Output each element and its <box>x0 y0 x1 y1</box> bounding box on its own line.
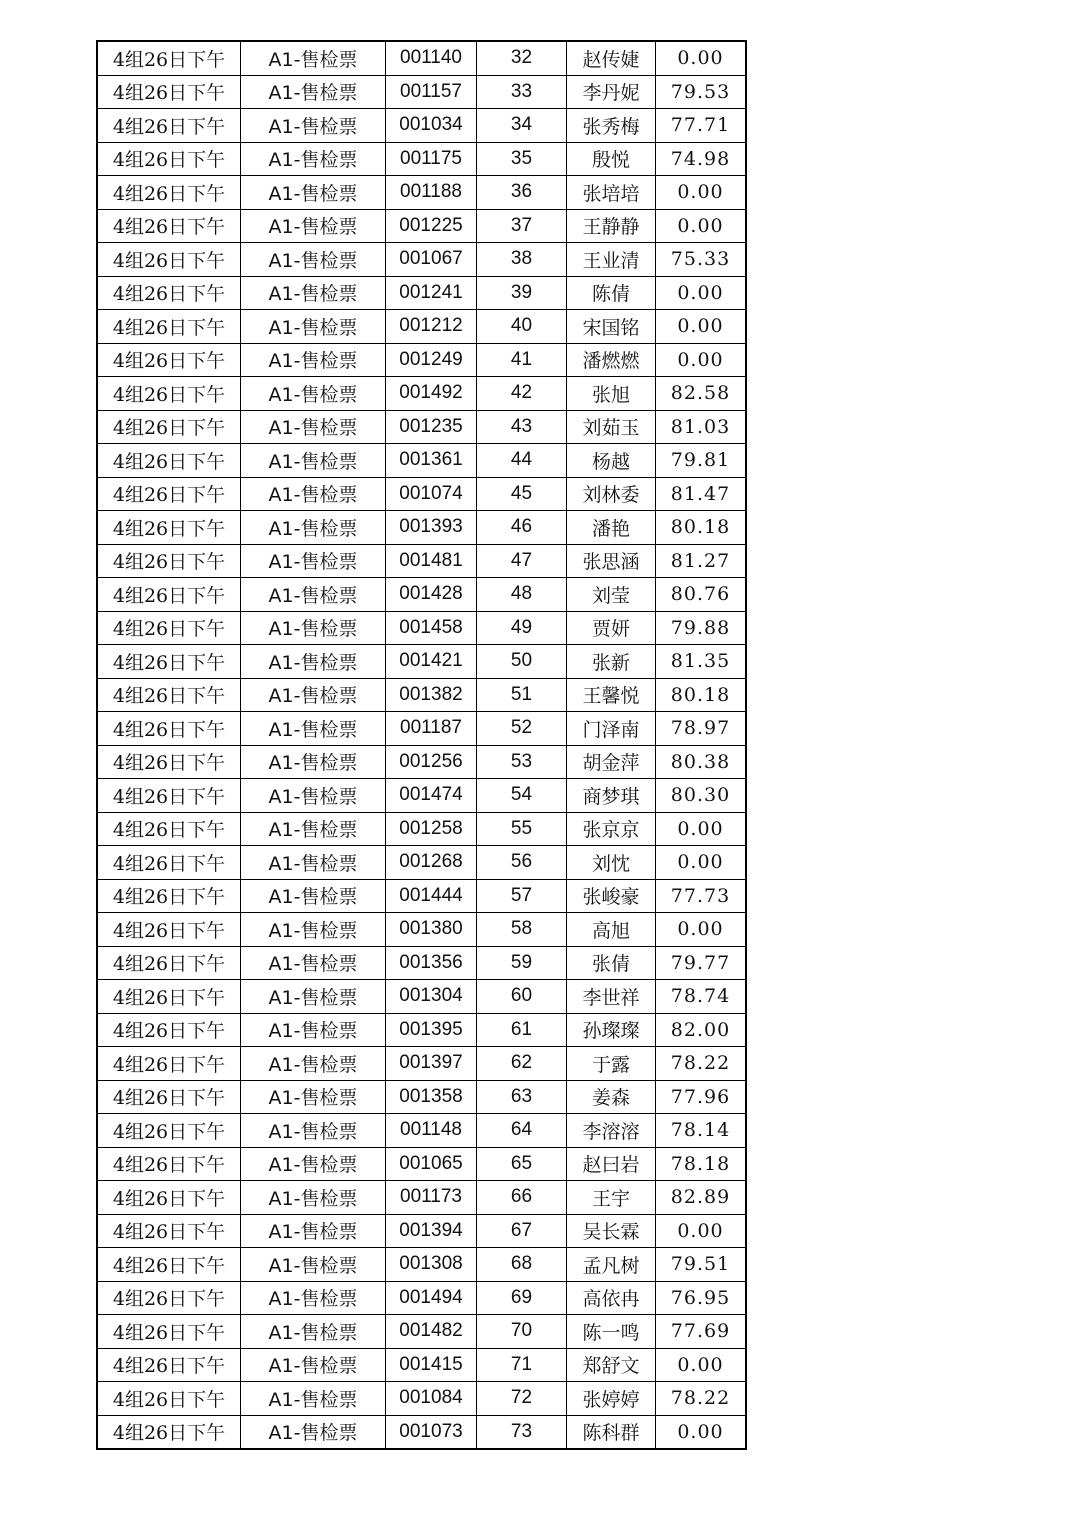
seat-number-cell: 73 <box>477 1415 567 1449</box>
table-row <box>97 243 746 277</box>
table-row <box>97 377 746 411</box>
candidate-name-cell: 王静静 <box>567 209 656 243</box>
group-cell: 4组26日下午 <box>97 712 241 746</box>
table-row <box>97 779 746 813</box>
candidate-id-cell: 001241 <box>386 276 477 310</box>
post-cell: A1-售检票 <box>241 142 386 176</box>
candidate-name-cell: 赵传婕 <box>567 41 656 75</box>
score-cell: 0.00 <box>656 276 747 310</box>
seat-number-cell: 45 <box>477 477 567 511</box>
candidate-name-cell: 张思涵 <box>567 544 656 578</box>
candidate-name-cell: 李世祥 <box>567 980 656 1014</box>
score-cell: 79.51 <box>656 1248 747 1282</box>
post-cell: A1-售检票 <box>241 1080 386 1114</box>
table-row <box>97 946 746 980</box>
seat-number-cell: 60 <box>477 980 567 1014</box>
score-cell: 80.30 <box>656 779 747 813</box>
seat-number-cell: 35 <box>477 142 567 176</box>
candidate-id-cell: 001073 <box>386 1415 477 1449</box>
score-cell: 78.14 <box>656 1114 747 1148</box>
group-cell: 4组26日下午 <box>97 1315 241 1349</box>
candidate-name-cell: 姜森 <box>567 1080 656 1114</box>
seat-number-cell: 64 <box>477 1114 567 1148</box>
seat-number-cell: 61 <box>477 1013 567 1047</box>
post-cell: A1-售检票 <box>241 444 386 478</box>
candidate-id-cell: 001492 <box>386 377 477 411</box>
table-row <box>97 410 746 444</box>
candidate-id-cell: 001084 <box>386 1382 477 1416</box>
score-cell: 80.38 <box>656 745 747 779</box>
post-cell: A1-售检票 <box>241 1047 386 1081</box>
post-cell: A1-售检票 <box>241 511 386 545</box>
score-cell: 77.73 <box>656 879 747 913</box>
table-row <box>97 1013 746 1047</box>
candidate-id-cell: 001380 <box>386 913 477 947</box>
seat-number-cell: 54 <box>477 779 567 813</box>
score-cell: 81.27 <box>656 544 747 578</box>
post-cell: A1-售检票 <box>241 745 386 779</box>
group-cell: 4组26日下午 <box>97 812 241 846</box>
candidate-id-cell: 001481 <box>386 544 477 578</box>
candidate-id-cell: 001258 <box>386 812 477 846</box>
candidate-name-cell: 刘茹玉 <box>567 410 656 444</box>
post-cell: A1-售检票 <box>241 410 386 444</box>
candidate-id-cell: 001444 <box>386 879 477 913</box>
candidate-name-cell: 刘忱 <box>567 846 656 880</box>
candidate-name-cell: 门泽南 <box>567 712 656 746</box>
candidate-id-cell: 001212 <box>386 310 477 344</box>
post-cell: A1-售检票 <box>241 477 386 511</box>
group-cell: 4组26日下午 <box>97 1147 241 1181</box>
table-row <box>97 209 746 243</box>
candidate-name-cell: 张新 <box>567 645 656 679</box>
group-cell: 4组26日下午 <box>97 1281 241 1315</box>
group-cell: 4组26日下午 <box>97 1382 241 1416</box>
group-cell: 4组26日下午 <box>97 1080 241 1114</box>
table-row <box>97 1147 746 1181</box>
candidate-name-cell: 高依冉 <box>567 1281 656 1315</box>
table-row <box>97 444 746 478</box>
candidate-id-cell: 001175 <box>386 142 477 176</box>
score-cell: 78.22 <box>656 1382 747 1416</box>
group-cell: 4组26日下午 <box>97 243 241 277</box>
group-cell: 4组26日下午 <box>97 410 241 444</box>
table-row <box>97 276 746 310</box>
seat-number-cell: 49 <box>477 611 567 645</box>
post-cell: A1-售检票 <box>241 645 386 679</box>
candidate-name-cell: 于露 <box>567 1047 656 1081</box>
seat-number-cell: 36 <box>477 176 567 210</box>
candidate-name-cell: 张倩 <box>567 946 656 980</box>
seat-number-cell: 51 <box>477 678 567 712</box>
group-cell: 4组26日下午 <box>97 645 241 679</box>
group-cell: 4组26日下午 <box>97 1415 241 1449</box>
candidate-name-cell: 张培培 <box>567 176 656 210</box>
candidate-name-cell: 郑舒文 <box>567 1348 656 1382</box>
score-cell: 79.77 <box>656 946 747 980</box>
seat-number-cell: 42 <box>477 377 567 411</box>
seat-number-cell: 70 <box>477 1315 567 1349</box>
post-cell: A1-售检票 <box>241 41 386 75</box>
candidate-id-cell: 001356 <box>386 946 477 980</box>
candidate-name-cell: 高旭 <box>567 913 656 947</box>
seat-number-cell: 57 <box>477 879 567 913</box>
score-cell: 0.00 <box>656 343 747 377</box>
post-cell: A1-售检票 <box>241 1114 386 1148</box>
post-cell: A1-售检票 <box>241 276 386 310</box>
candidate-id-cell: 001304 <box>386 980 477 1014</box>
group-cell: 4组26日下午 <box>97 209 241 243</box>
table-row <box>97 310 746 344</box>
group-cell: 4组26日下午 <box>97 879 241 913</box>
score-cell: 80.18 <box>656 511 747 545</box>
seat-number-cell: 52 <box>477 712 567 746</box>
score-cell: 79.53 <box>656 75 747 109</box>
table-row <box>97 1415 746 1449</box>
group-cell: 4组26日下午 <box>97 544 241 578</box>
candidate-id-cell: 001482 <box>386 1315 477 1349</box>
table-row <box>97 1080 746 1114</box>
candidate-id-cell: 001268 <box>386 846 477 880</box>
candidate-name-cell: 宋国铭 <box>567 310 656 344</box>
candidate-name-cell: 陈倩 <box>567 276 656 310</box>
score-cell: 0.00 <box>656 310 747 344</box>
group-cell: 4组26日下午 <box>97 41 241 75</box>
score-cell: 82.89 <box>656 1181 747 1215</box>
candidate-id-cell: 001173 <box>386 1181 477 1215</box>
seat-number-cell: 53 <box>477 745 567 779</box>
score-cell: 0.00 <box>656 812 747 846</box>
table-row <box>97 1214 746 1248</box>
table-row <box>97 343 746 377</box>
score-cell: 0.00 <box>656 846 747 880</box>
post-cell: A1-售检票 <box>241 846 386 880</box>
candidate-name-cell: 吴长霖 <box>567 1214 656 1248</box>
candidate-name-cell: 刘林委 <box>567 477 656 511</box>
post-cell: A1-售检票 <box>241 812 386 846</box>
candidate-id-cell: 001065 <box>386 1147 477 1181</box>
score-cell: 78.18 <box>656 1147 747 1181</box>
group-cell: 4组26日下午 <box>97 846 241 880</box>
candidate-name-cell: 商梦琪 <box>567 779 656 813</box>
seat-number-cell: 46 <box>477 511 567 545</box>
candidate-id-cell: 001382 <box>386 678 477 712</box>
candidate-id-cell: 001397 <box>386 1047 477 1081</box>
candidate-name-cell: 张秀梅 <box>567 109 656 143</box>
table-row <box>97 511 746 545</box>
candidate-id-cell: 001074 <box>386 477 477 511</box>
score-cell: 76.95 <box>656 1281 747 1315</box>
candidate-name-cell: 贾妍 <box>567 611 656 645</box>
group-cell: 4组26日下午 <box>97 678 241 712</box>
candidate-id-cell: 001428 <box>386 578 477 612</box>
candidate-name-cell: 潘燃燃 <box>567 343 656 377</box>
group-cell: 4组26日下午 <box>97 1114 241 1148</box>
post-cell: A1-售检票 <box>241 1013 386 1047</box>
post-cell: A1-售检票 <box>241 712 386 746</box>
seat-number-cell: 67 <box>477 1214 567 1248</box>
score-cell: 77.96 <box>656 1080 747 1114</box>
table-row <box>97 879 746 913</box>
candidate-id-cell: 001361 <box>386 444 477 478</box>
post-cell: A1-售检票 <box>241 1181 386 1215</box>
seat-number-cell: 63 <box>477 1080 567 1114</box>
post-cell: A1-售检票 <box>241 611 386 645</box>
score-cell: 0.00 <box>656 1348 747 1382</box>
score-cell: 81.35 <box>656 645 747 679</box>
group-cell: 4组26日下午 <box>97 444 241 478</box>
seat-number-cell: 62 <box>477 1047 567 1081</box>
seat-number-cell: 43 <box>477 410 567 444</box>
post-cell: A1-售检票 <box>241 109 386 143</box>
group-cell: 4组26日下午 <box>97 611 241 645</box>
score-cell: 82.00 <box>656 1013 747 1047</box>
seat-number-cell: 50 <box>477 645 567 679</box>
candidate-name-cell: 李溶溶 <box>567 1114 656 1148</box>
score-cell: 80.18 <box>656 678 747 712</box>
group-cell: 4组26日下午 <box>97 779 241 813</box>
table-row <box>97 41 746 75</box>
candidate-id-cell: 001067 <box>386 243 477 277</box>
seat-number-cell: 65 <box>477 1147 567 1181</box>
candidate-name-cell: 张旭 <box>567 377 656 411</box>
group-cell: 4组26日下午 <box>97 75 241 109</box>
candidate-id-cell: 001395 <box>386 1013 477 1047</box>
candidate-id-cell: 001458 <box>386 611 477 645</box>
candidate-id-cell: 001187 <box>386 712 477 746</box>
score-cell: 74.98 <box>656 142 747 176</box>
score-cell: 78.97 <box>656 712 747 746</box>
candidate-id-cell: 001474 <box>386 779 477 813</box>
candidate-name-cell: 殷悦 <box>567 142 656 176</box>
post-cell: A1-售检票 <box>241 578 386 612</box>
candidate-id-cell: 001393 <box>386 511 477 545</box>
group-cell: 4组26日下午 <box>97 913 241 947</box>
table-row <box>97 578 746 612</box>
seat-number-cell: 55 <box>477 812 567 846</box>
group-cell: 4组26日下午 <box>97 745 241 779</box>
group-cell: 4组26日下午 <box>97 980 241 1014</box>
group-cell: 4组26日下午 <box>97 1013 241 1047</box>
table-row <box>97 109 746 143</box>
post-cell: A1-售检票 <box>241 1147 386 1181</box>
seat-number-cell: 71 <box>477 1348 567 1382</box>
post-cell: A1-售检票 <box>241 678 386 712</box>
post-cell: A1-售检票 <box>241 980 386 1014</box>
post-cell: A1-售检票 <box>241 779 386 813</box>
seat-number-cell: 41 <box>477 343 567 377</box>
table-row <box>97 645 746 679</box>
seat-number-cell: 32 <box>477 41 567 75</box>
group-cell: 4组26日下午 <box>97 511 241 545</box>
seat-number-cell: 40 <box>477 310 567 344</box>
table-row <box>97 1348 746 1382</box>
table-row <box>97 846 746 880</box>
candidate-name-cell: 李丹妮 <box>567 75 656 109</box>
score-cell: 79.81 <box>656 444 747 478</box>
post-cell: A1-售检票 <box>241 1348 386 1382</box>
candidate-name-cell: 王业清 <box>567 243 656 277</box>
candidate-name-cell: 杨越 <box>567 444 656 478</box>
seat-number-cell: 34 <box>477 109 567 143</box>
table-row <box>97 477 746 511</box>
seat-number-cell: 48 <box>477 578 567 612</box>
table-row <box>97 1248 746 1282</box>
post-cell: A1-售检票 <box>241 879 386 913</box>
table-row <box>97 812 746 846</box>
post-cell: A1-售检票 <box>241 1415 386 1449</box>
candidate-id-cell: 001256 <box>386 745 477 779</box>
group-cell: 4组26日下午 <box>97 1348 241 1382</box>
score-cell: 0.00 <box>656 176 747 210</box>
score-cell: 0.00 <box>656 209 747 243</box>
seat-number-cell: 72 <box>477 1382 567 1416</box>
seat-number-cell: 38 <box>477 243 567 277</box>
post-cell: A1-售检票 <box>241 243 386 277</box>
post-cell: A1-售检票 <box>241 310 386 344</box>
candidate-id-cell: 001394 <box>386 1214 477 1248</box>
group-cell: 4组26日下午 <box>97 477 241 511</box>
score-cell: 0.00 <box>656 1415 747 1449</box>
table-row <box>97 544 746 578</box>
candidate-name-cell: 张峻豪 <box>567 879 656 913</box>
post-cell: A1-售检票 <box>241 377 386 411</box>
group-cell: 4组26日下午 <box>97 1181 241 1215</box>
score-cell: 81.03 <box>656 410 747 444</box>
candidate-id-cell: 001140 <box>386 41 477 75</box>
score-cell: 77.69 <box>656 1315 747 1349</box>
candidate-id-cell: 001148 <box>386 1114 477 1148</box>
score-cell: 81.47 <box>656 477 747 511</box>
seat-number-cell: 59 <box>477 946 567 980</box>
group-cell: 4组26日下午 <box>97 1214 241 1248</box>
candidate-id-cell: 001494 <box>386 1281 477 1315</box>
score-cell: 77.71 <box>656 109 747 143</box>
table-row <box>97 1047 746 1081</box>
table-row <box>97 712 746 746</box>
candidate-name-cell: 王馨悦 <box>567 678 656 712</box>
score-cell: 0.00 <box>656 913 747 947</box>
score-cell: 78.22 <box>656 1047 747 1081</box>
seat-number-cell: 58 <box>477 913 567 947</box>
table-row <box>97 142 746 176</box>
table-row <box>97 745 746 779</box>
table-row <box>97 75 746 109</box>
candidate-id-cell: 001188 <box>386 176 477 210</box>
post-cell: A1-售检票 <box>241 343 386 377</box>
group-cell: 4组26日下午 <box>97 1047 241 1081</box>
candidate-id-cell: 001157 <box>386 75 477 109</box>
group-cell: 4组26日下午 <box>97 343 241 377</box>
score-cell: 78.74 <box>656 980 747 1014</box>
seat-number-cell: 56 <box>477 846 567 880</box>
score-cell: 75.33 <box>656 243 747 277</box>
score-cell: 82.58 <box>656 377 747 411</box>
seat-number-cell: 68 <box>477 1248 567 1282</box>
post-cell: A1-售检票 <box>241 946 386 980</box>
candidate-name-cell: 孙璨璨 <box>567 1013 656 1047</box>
post-cell: A1-售检票 <box>241 1382 386 1416</box>
candidate-id-cell: 001249 <box>386 343 477 377</box>
post-cell: A1-售检票 <box>241 1248 386 1282</box>
group-cell: 4组26日下午 <box>97 109 241 143</box>
score-table <box>96 40 747 1450</box>
table-row <box>97 678 746 712</box>
table-row <box>97 1315 746 1349</box>
score-cell: 0.00 <box>656 41 747 75</box>
score-cell: 0.00 <box>656 1214 747 1248</box>
score-cell: 79.88 <box>656 611 747 645</box>
post-cell: A1-售检票 <box>241 75 386 109</box>
table-row <box>97 980 746 1014</box>
candidate-name-cell: 王宇 <box>567 1181 656 1215</box>
post-cell: A1-售检票 <box>241 209 386 243</box>
candidate-name-cell: 张婷婷 <box>567 1382 656 1416</box>
post-cell: A1-售检票 <box>241 913 386 947</box>
score-cell: 80.76 <box>656 578 747 612</box>
candidate-id-cell: 001225 <box>386 209 477 243</box>
candidate-id-cell: 001308 <box>386 1248 477 1282</box>
seat-number-cell: 47 <box>477 544 567 578</box>
table-body <box>97 41 746 1449</box>
group-cell: 4组26日下午 <box>97 377 241 411</box>
candidate-name-cell: 赵曰岩 <box>567 1147 656 1181</box>
seat-number-cell: 39 <box>477 276 567 310</box>
post-cell: A1-售检票 <box>241 1214 386 1248</box>
candidate-id-cell: 001358 <box>386 1080 477 1114</box>
group-cell: 4组26日下午 <box>97 310 241 344</box>
candidate-id-cell: 001415 <box>386 1348 477 1382</box>
seat-number-cell: 37 <box>477 209 567 243</box>
group-cell: 4组26日下午 <box>97 276 241 310</box>
post-cell: A1-售检票 <box>241 176 386 210</box>
post-cell: A1-售检票 <box>241 1281 386 1315</box>
candidate-name-cell: 陈科群 <box>567 1415 656 1449</box>
candidate-name-cell: 陈一鸣 <box>567 1315 656 1349</box>
candidate-name-cell: 张京京 <box>567 812 656 846</box>
post-cell: A1-售检票 <box>241 544 386 578</box>
group-cell: 4组26日下午 <box>97 578 241 612</box>
table-row <box>97 913 746 947</box>
candidate-name-cell: 潘艳 <box>567 511 656 545</box>
table-row <box>97 176 746 210</box>
table-row <box>97 1114 746 1148</box>
table-row <box>97 611 746 645</box>
group-cell: 4组26日下午 <box>97 176 241 210</box>
seat-number-cell: 66 <box>477 1181 567 1215</box>
group-cell: 4组26日下午 <box>97 946 241 980</box>
table-row <box>97 1181 746 1215</box>
candidate-id-cell: 001235 <box>386 410 477 444</box>
candidate-id-cell: 001421 <box>386 645 477 679</box>
post-cell: A1-售检票 <box>241 1315 386 1349</box>
candidate-id-cell: 001034 <box>386 109 477 143</box>
seat-number-cell: 33 <box>477 75 567 109</box>
group-cell: 4组26日下午 <box>97 1248 241 1282</box>
candidate-name-cell: 胡金萍 <box>567 745 656 779</box>
table-row <box>97 1281 746 1315</box>
candidate-name-cell: 孟凡树 <box>567 1248 656 1282</box>
table-row <box>97 1382 746 1416</box>
candidate-name-cell: 刘莹 <box>567 578 656 612</box>
seat-number-cell: 69 <box>477 1281 567 1315</box>
seat-number-cell: 44 <box>477 444 567 478</box>
group-cell: 4组26日下午 <box>97 142 241 176</box>
